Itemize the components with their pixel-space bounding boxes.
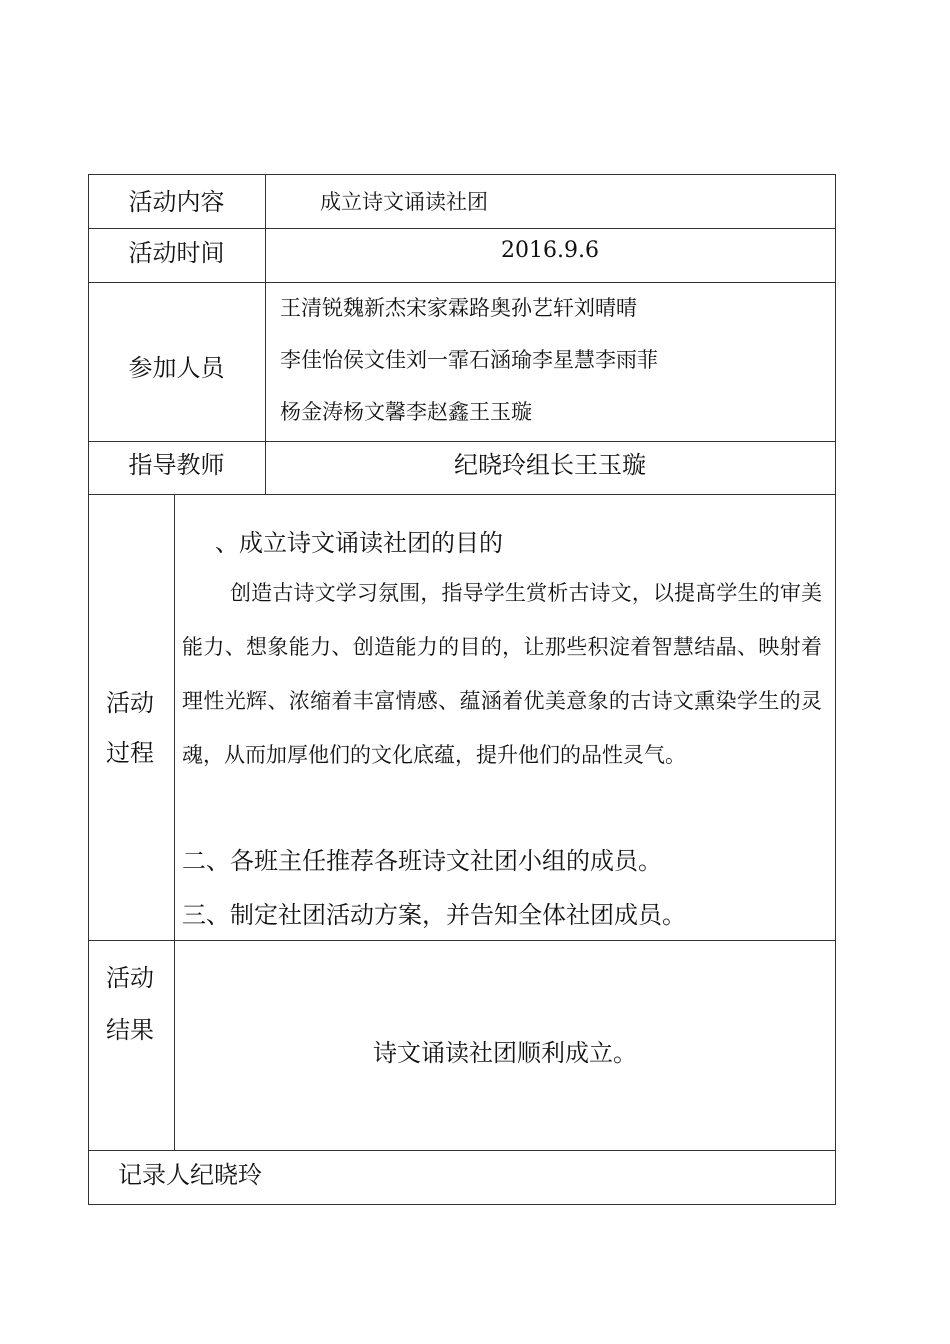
time-label: 活动时间 [128, 239, 225, 267]
teacher-label: 指导教师 [128, 451, 225, 479]
time-value: 2016.9.6 [501, 238, 599, 263]
process-heading: 、成立诗文诵读社团的目的 [215, 529, 503, 557]
content-value: 成立诗文诵读社团 [320, 190, 488, 214]
row-divider-4 [88, 494, 836, 495]
row-divider-1 [88, 228, 836, 229]
result-value: 诗文诵读社团顺利成立。 [373, 1039, 637, 1067]
content-label: 活动内容 [128, 188, 225, 216]
process-item-3: 三、制定社团活动方案，并告知全体社团成员。 [182, 901, 686, 929]
process-label-line-1: 活动 [106, 689, 154, 717]
participants-line-2: 李佳怡侯文佳刘一霏石涵瑜李星慧李雨菲 [280, 348, 658, 372]
table-left-border [88, 174, 89, 1205]
result-label-line-2: 结果 [106, 1016, 154, 1044]
row-divider-6 [88, 1150, 836, 1151]
row-divider-5 [88, 940, 836, 941]
teacher-value: 纪晓玲组长王玉璇 [454, 451, 646, 479]
row-divider-3 [88, 441, 836, 442]
table-bottom-border [88, 1204, 836, 1205]
row-divider-2 [88, 282, 836, 283]
process-paragraph: 创造古诗文学习氛围，指导学生赏析古诗文，以提髙学生的审美能力、想象能力、创造能力的目的，让那些积淀着智慧结晶、映射着理性光辉、浓缩着丰富情感、蕴涵着优美意象的古诗文熏染学生的灵魂，从而加厚他们的文化底蕴，提升他们的品性灵气。 [182, 581, 822, 767]
process-item-2: 二、各班主任推荐各班诗文社团小组的成员。 [182, 847, 662, 875]
participants-line-1: 王清锐魏新杰宋家霖路奥孙艺轩刘晴晴 [280, 296, 637, 320]
table-top-border [88, 174, 836, 175]
result-label-line-1: 活动 [106, 964, 154, 992]
process-label-line-2: 过程 [106, 739, 154, 767]
participants-label: 参加人员 [128, 354, 225, 382]
table-right-border [835, 174, 836, 1205]
participants-line-3: 杨金涛杨文馨李赵鑫王玉璇 [280, 400, 532, 424]
recorder: 记录人纪晓玲 [118, 1161, 262, 1189]
